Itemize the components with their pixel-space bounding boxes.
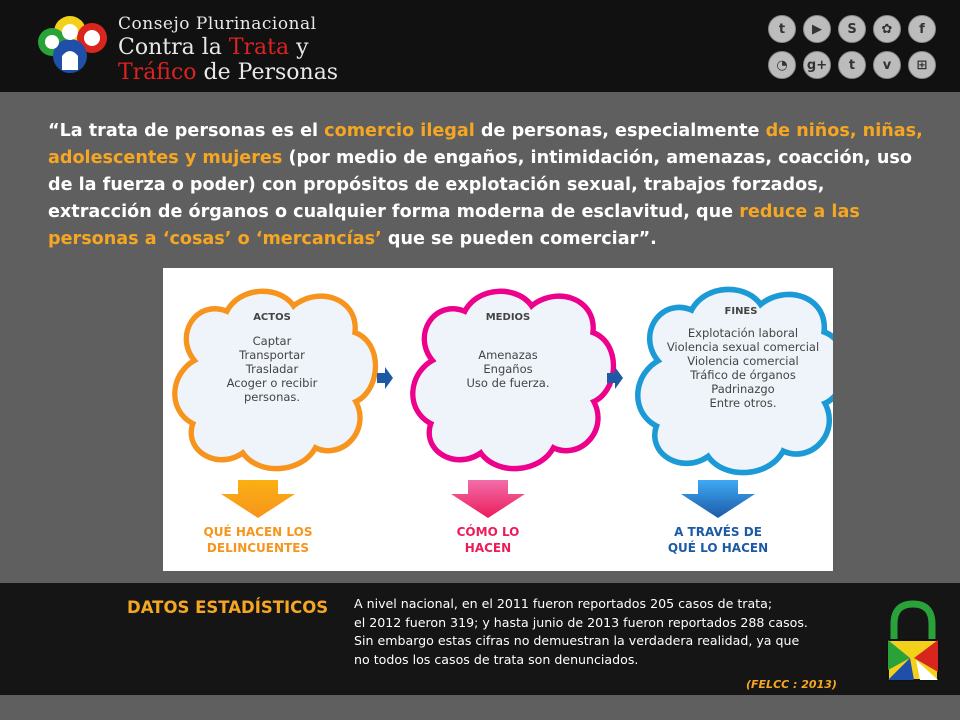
arrow-right-1 — [377, 367, 393, 389]
youtube-icon[interactable]: ▶ — [803, 15, 831, 43]
google-plus-icon[interactable]: g+ — [803, 51, 831, 79]
tumblr-icon[interactable]: t — [838, 51, 866, 79]
organization-logo — [22, 12, 117, 82]
medios-bottom-label: CÓMO LO HACEN — [456, 525, 520, 555]
quote-part-2: de personas, especialmente — [474, 121, 766, 141]
stats-line-3: Sin embargo estas cifras no demuestran la verdadera realidad, ya que — [354, 633, 800, 648]
organization-title — [118, 16, 338, 84]
title-line-3-a: Tráfico — [118, 60, 197, 85]
title-line-2-a: Contra la — [118, 35, 229, 60]
trafficking-diagram — [163, 268, 833, 571]
medios-title: MEDIOS — [485, 312, 531, 323]
medios-items: Amenazas Engaños Uso de fuerza. — [466, 348, 550, 390]
myspace-icon[interactable]: ✿ — [873, 15, 901, 43]
title-line-1: Consejo Plurinacional — [118, 14, 317, 34]
quote-part-3: (por medio de engaños, intimidación, amenazas, coacción, uso de la fuerza o poder) con propósitos de explotación sexual, trabajos forzados, extracción de órganos o cualquier forma moderna de esclavitud, que — [48, 148, 912, 222]
fines-down-arrow — [681, 480, 755, 518]
title-line-2-c: y — [289, 35, 309, 60]
stats-title: DATOS ESTADÍSTICOS — [127, 598, 329, 617]
twitter-icon[interactable]: t — [768, 15, 796, 43]
title-line-2-b: Trata — [228, 35, 290, 60]
title-line-3 — [118, 62, 338, 84]
quote-highlight-2: de niños, niñas, adolescentes y mujeres — [48, 121, 923, 168]
quote-highlight-1: comercio ilegal — [324, 121, 475, 141]
fines-title: FINES — [724, 306, 758, 317]
windows-icon[interactable]: ⊞ — [908, 51, 936, 79]
quote-highlight-3: reduce a las personas a ‘cosas’ o ‘mercancías’ — [48, 202, 860, 249]
fines-items: Explotación laboral Violencia sexual comercial Violencia comercial Tráfico de órganos Padrinazgo Entre otros. — [666, 326, 820, 410]
fines-bottom-label: A TRAVÉS DE QUÉ LO HACEN — [667, 525, 769, 555]
vimeo-icon[interactable]: v — [873, 51, 901, 79]
stats-line-4: no todos los casos de trata son denunciados. — [354, 651, 639, 667]
header-bar — [0, 0, 960, 92]
skype-icon[interactable]: S — [838, 15, 866, 43]
rss-icon[interactable]: ◔ — [768, 51, 796, 79]
facebook-icon[interactable]: f — [908, 15, 936, 43]
padlock-icon — [880, 600, 945, 686]
title-line-2 — [118, 37, 338, 59]
actos-items: Captar Transportar Trasladar Acoger o recibir personas. — [226, 334, 318, 404]
actos-title: ACTOS — [253, 312, 291, 323]
quote-part-1: “La trata de personas es el — [48, 121, 325, 141]
stats-line-2: el 2012 fueron 319; y hasta junio de 2013 fueron reportados 288 casos. — [354, 614, 808, 630]
medios-down-arrow — [451, 480, 525, 518]
quote-part-4: que se pueden comerciar”. — [381, 229, 657, 249]
definition-quote — [48, 118, 928, 253]
stats-line-1: A nivel nacional, en el 2011 fueron reportados 205 casos de trata; — [354, 596, 773, 611]
title-line-3-b: de Personas — [196, 60, 339, 85]
social-icons — [768, 15, 943, 81]
actos-bottom-label: QUÉ HACEN LOS DELINCUENTES — [203, 525, 313, 555]
stats-text — [354, 595, 864, 669]
stats-source: (FELCC : 2013) — [746, 678, 837, 691]
actos-down-arrow — [221, 480, 295, 518]
